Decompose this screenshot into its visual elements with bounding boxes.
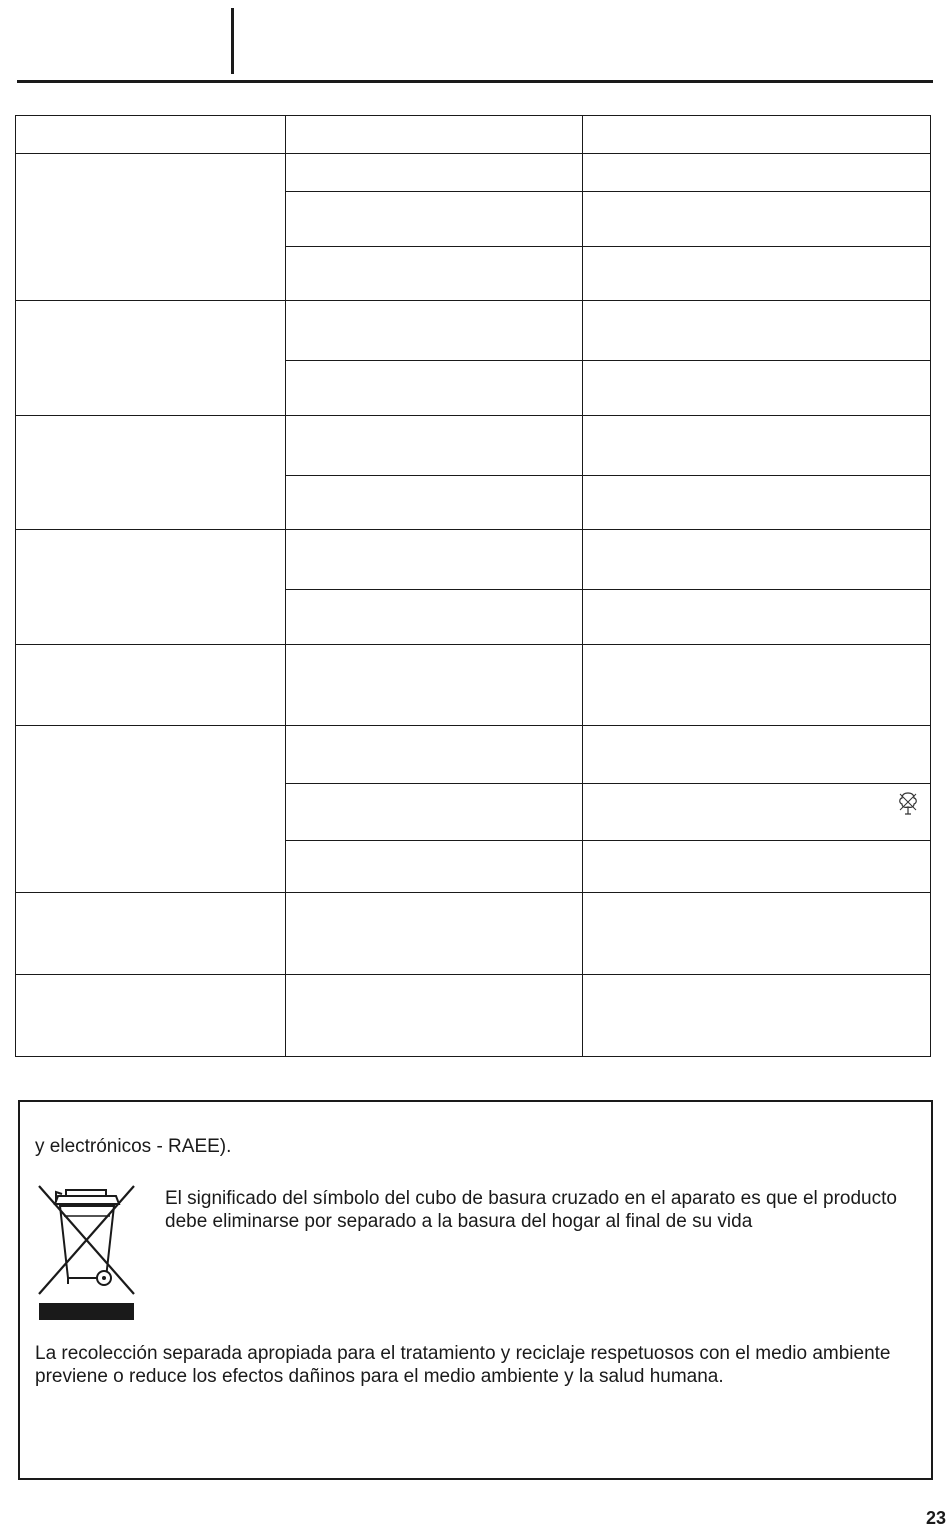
- table-row: [16, 530, 931, 590]
- tree-icon: [896, 790, 920, 816]
- table-cell: [583, 301, 931, 361]
- weee-notice-box: [18, 1100, 933, 1480]
- table-row: [16, 301, 931, 361]
- header-horizontal-rule: [17, 80, 933, 83]
- table-cell: [286, 476, 583, 530]
- table-cell: [16, 416, 286, 530]
- table-cell: [583, 192, 931, 247]
- table-cell: [16, 975, 286, 1057]
- table-cell: [583, 975, 931, 1057]
- table-cell: [286, 361, 583, 416]
- table-cell: [583, 154, 931, 192]
- table-cell: [286, 841, 583, 893]
- table-cell: [286, 154, 583, 192]
- table-cell: [583, 645, 931, 726]
- table-cell: [286, 975, 583, 1057]
- table-cell: [286, 116, 583, 154]
- table-row: [16, 416, 931, 476]
- crossed-out-wheelie-bin-icon: [36, 1182, 138, 1322]
- table-cell: [583, 784, 931, 841]
- weee-intro-text: y electrónicos - RAEE).: [35, 1136, 232, 1157]
- table-cell: [583, 247, 931, 301]
- table-cell: [16, 726, 286, 893]
- table-cell: [583, 116, 931, 154]
- table-cell: [286, 893, 583, 975]
- table-cell: [286, 301, 583, 361]
- table-cell: [16, 645, 286, 726]
- table-cell: [583, 416, 931, 476]
- weee-symbol-meaning-text: El significado del símbolo del cubo de basura cruzado en el aparato es que el producto debe eliminarse por separado a la basura del hogar al final de su vida: [165, 1188, 897, 1232]
- table-cell: [286, 247, 583, 301]
- table-cell: [286, 416, 583, 476]
- table-cell: [583, 361, 931, 416]
- table-cell: [286, 192, 583, 247]
- table-cell: [583, 590, 931, 645]
- table-cell: [16, 154, 286, 301]
- table-row: [16, 893, 931, 975]
- table-cell: [16, 530, 286, 645]
- table-cell: [583, 893, 931, 975]
- table-header-row: [16, 116, 931, 154]
- table-row: [16, 726, 931, 784]
- page-number: 23: [925, 1508, 946, 1528]
- table-cell: [286, 645, 583, 726]
- header-vertical-rule: [231, 8, 234, 74]
- table-cell: [286, 784, 583, 841]
- table-cell: [583, 726, 931, 784]
- table-cell: [583, 476, 931, 530]
- table-cell: [286, 590, 583, 645]
- table-row: [16, 975, 931, 1057]
- table-cell: [16, 893, 286, 975]
- table-row: [16, 645, 931, 726]
- table-cell: [583, 841, 931, 893]
- table-cell: [286, 726, 583, 784]
- weee-collection-text: La recolección separada apropiada para el tratamiento y reciclaje respetuosos con el medio ambiente previene o reduce los efectos dañinos para el medio ambiente y la salud humana.: [35, 1343, 891, 1387]
- troubleshooting-table: [15, 115, 931, 1057]
- table-cell: [286, 530, 583, 590]
- table-cell: [583, 530, 931, 590]
- table-row: [16, 154, 931, 192]
- table-cell: [16, 301, 286, 416]
- table-cell: [16, 116, 286, 154]
